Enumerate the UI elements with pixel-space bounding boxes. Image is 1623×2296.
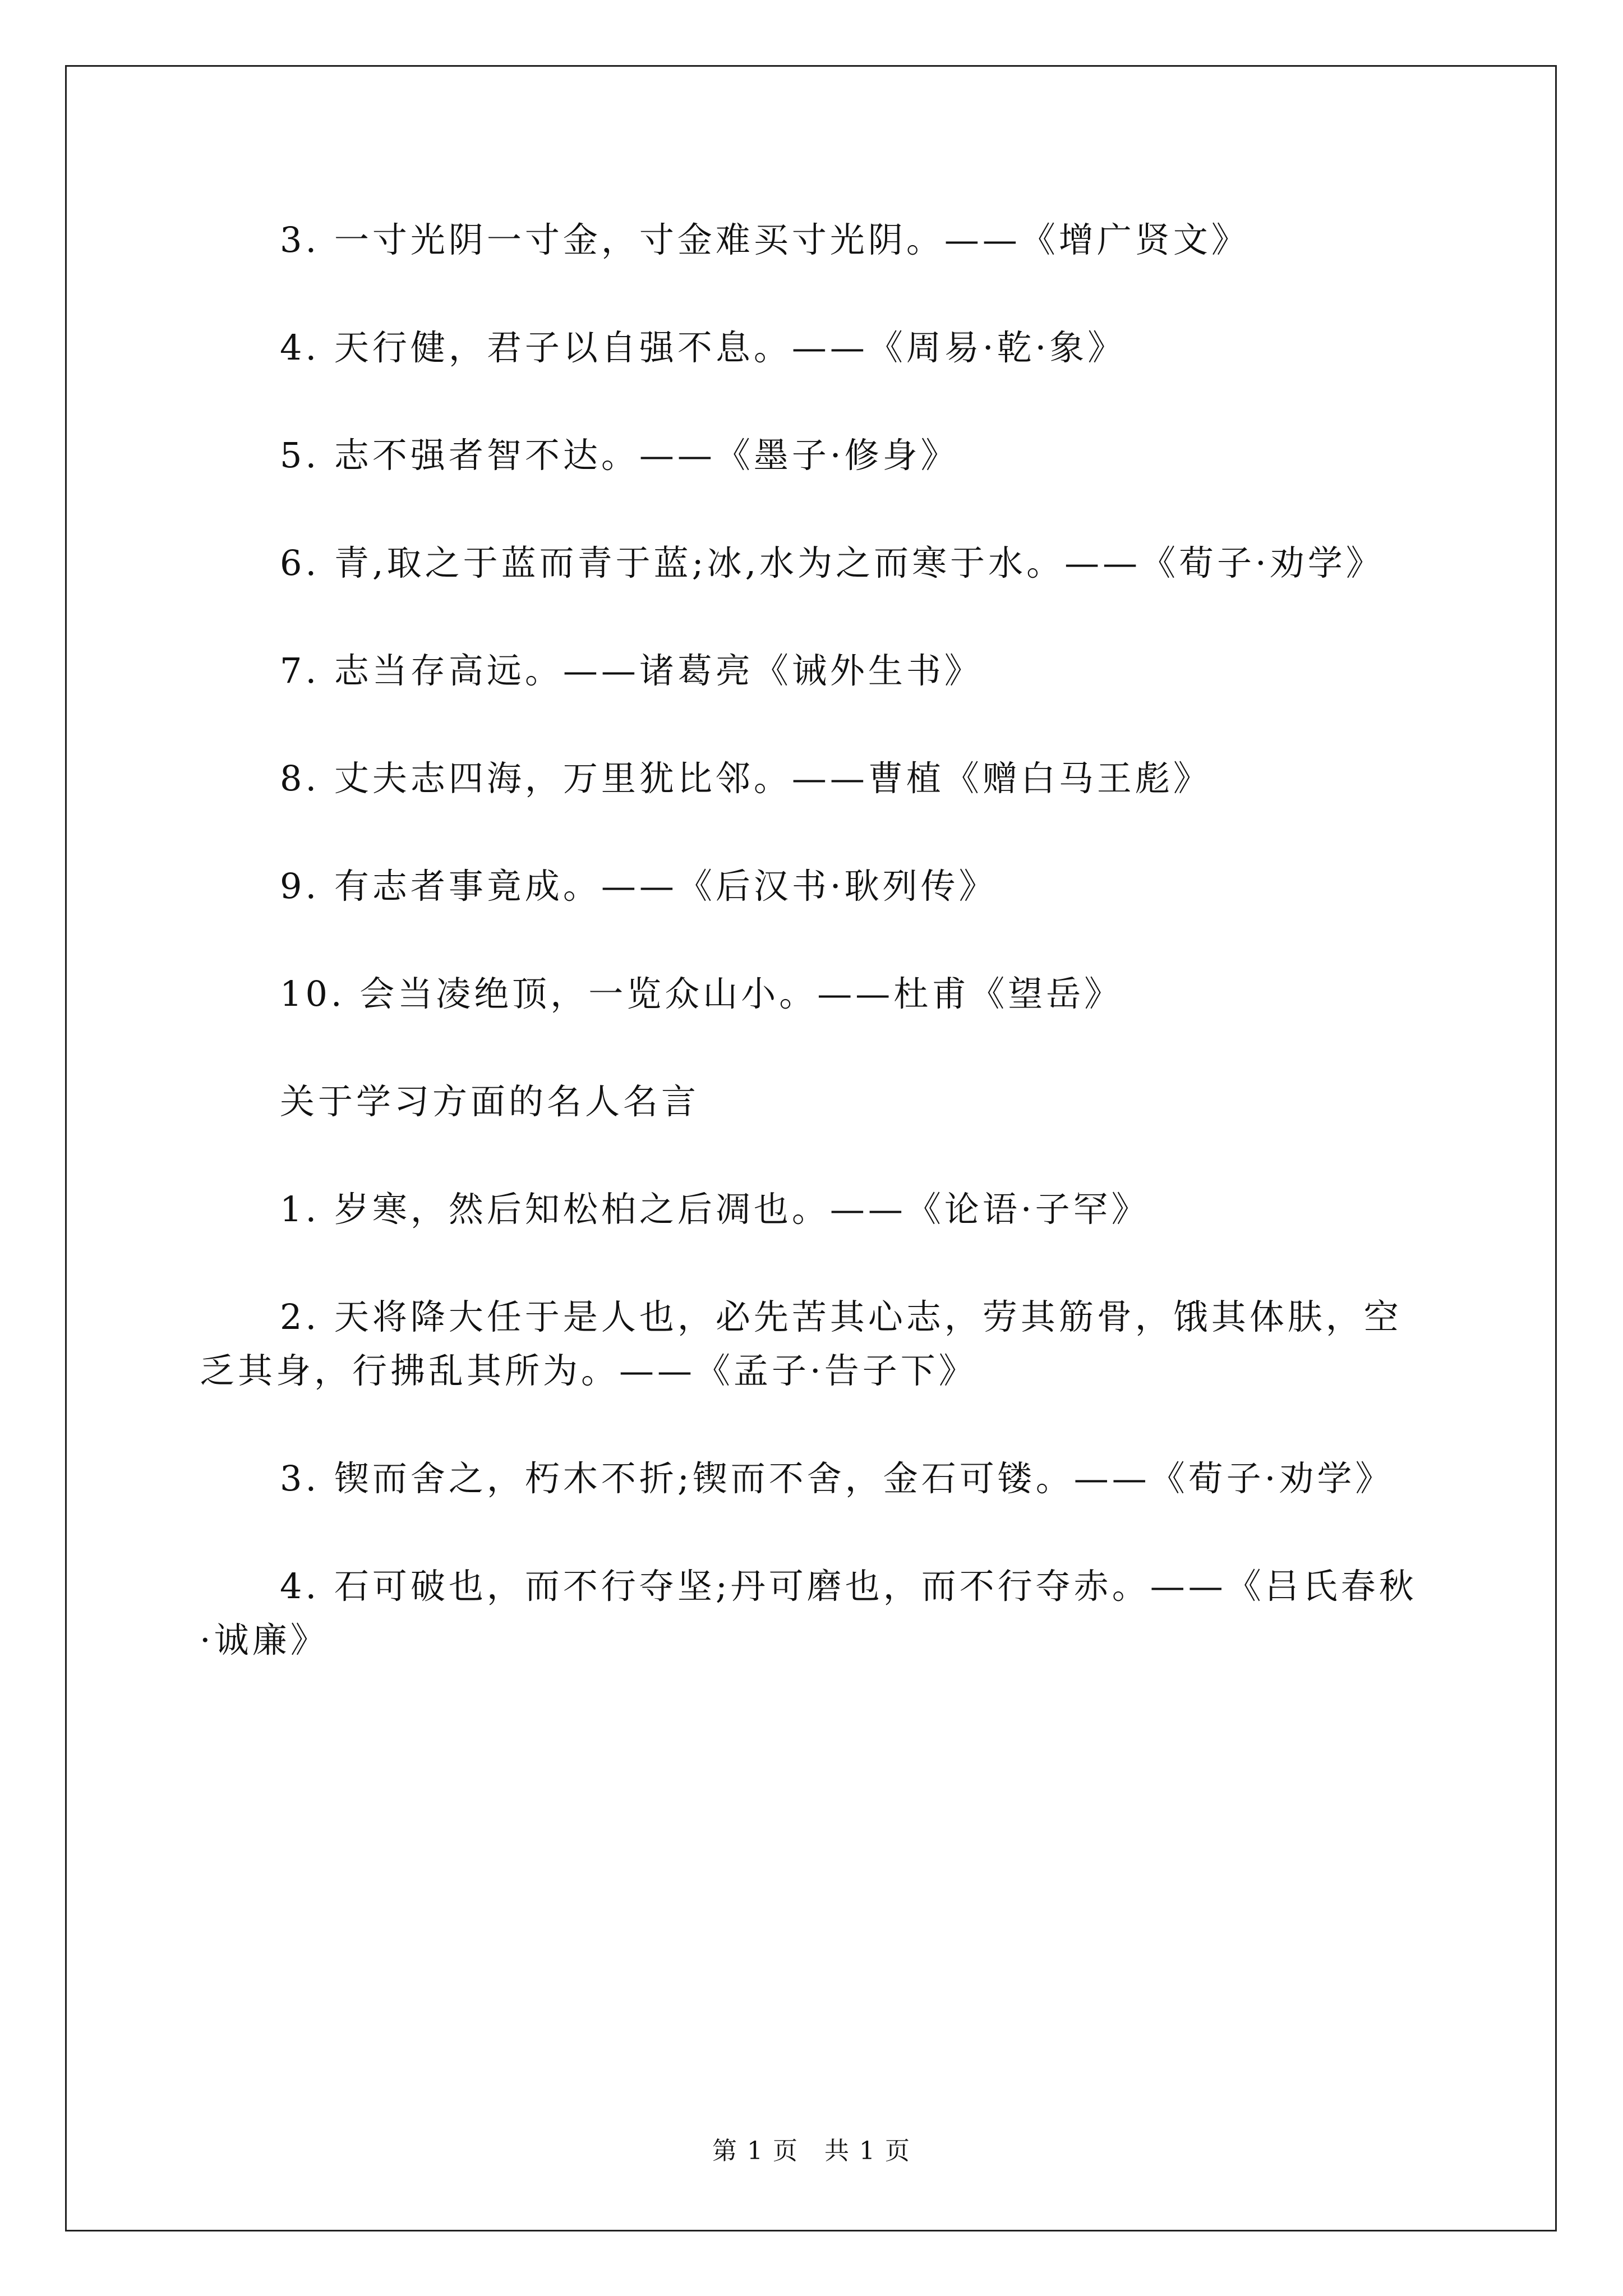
quote-paragraph: 6. 青,取之于蓝而青于蓝;冰,水为之而寒于水。——《荀子·劝学》 — [280, 542, 1384, 583]
page-number-footer: 第 1 页 共 1 页 — [712, 2137, 911, 2165]
quote-paragraph: 10. 会当凌绝顶，一览众山小。——杜甫《望岳》 — [280, 973, 1123, 1014]
quote-paragraph: 4. 石可破也，而不行夺坚;丹可磨也，而不行夺赤。——《吕氏春秋·诚廉》 — [200, 1566, 1417, 1660]
quote-paragraph: 1. 岁寒，然后知松柏之后凋也。——《论语·子罕》 — [280, 1189, 1150, 1230]
quote-paragraph: 9. 有志者事竟成。——《后汉书·耿列传》 — [280, 866, 997, 907]
document-body — [200, 213, 1422, 1667]
quote-paragraph: 3. 锲而舍之，朽木不折;锲而不舍，金石可镂。——《荀子·劝学》 — [280, 1458, 1394, 1499]
quote-paragraph: 5. 志不强者智不达。——《墨子·修身》 — [280, 435, 959, 476]
quote-paragraph: 8. 丈夫志四海，万里犹比邻。——曹植《赠白马王彪》 — [280, 758, 1211, 799]
quote-paragraph: 4. 天行健，君子以自强不息。——《周易·乾·象》 — [280, 327, 1126, 368]
quote-paragraph: 2. 天将降大任于是人也，必先苦其心志，劳其筋骨，饿其体肤，空乏其身，行拂乱其所为。——《孟子·告子下》 — [200, 1296, 1402, 1391]
quote-paragraph: 3. 一寸光阴一寸金，寸金难买寸光阴。——《增广贤文》 — [280, 219, 1249, 260]
quote-paragraph: 7. 志当存高远。——诸葛亮《诫外生书》 — [280, 650, 983, 691]
section-heading: 关于学习方面的名人名言 — [280, 1081, 700, 1122]
